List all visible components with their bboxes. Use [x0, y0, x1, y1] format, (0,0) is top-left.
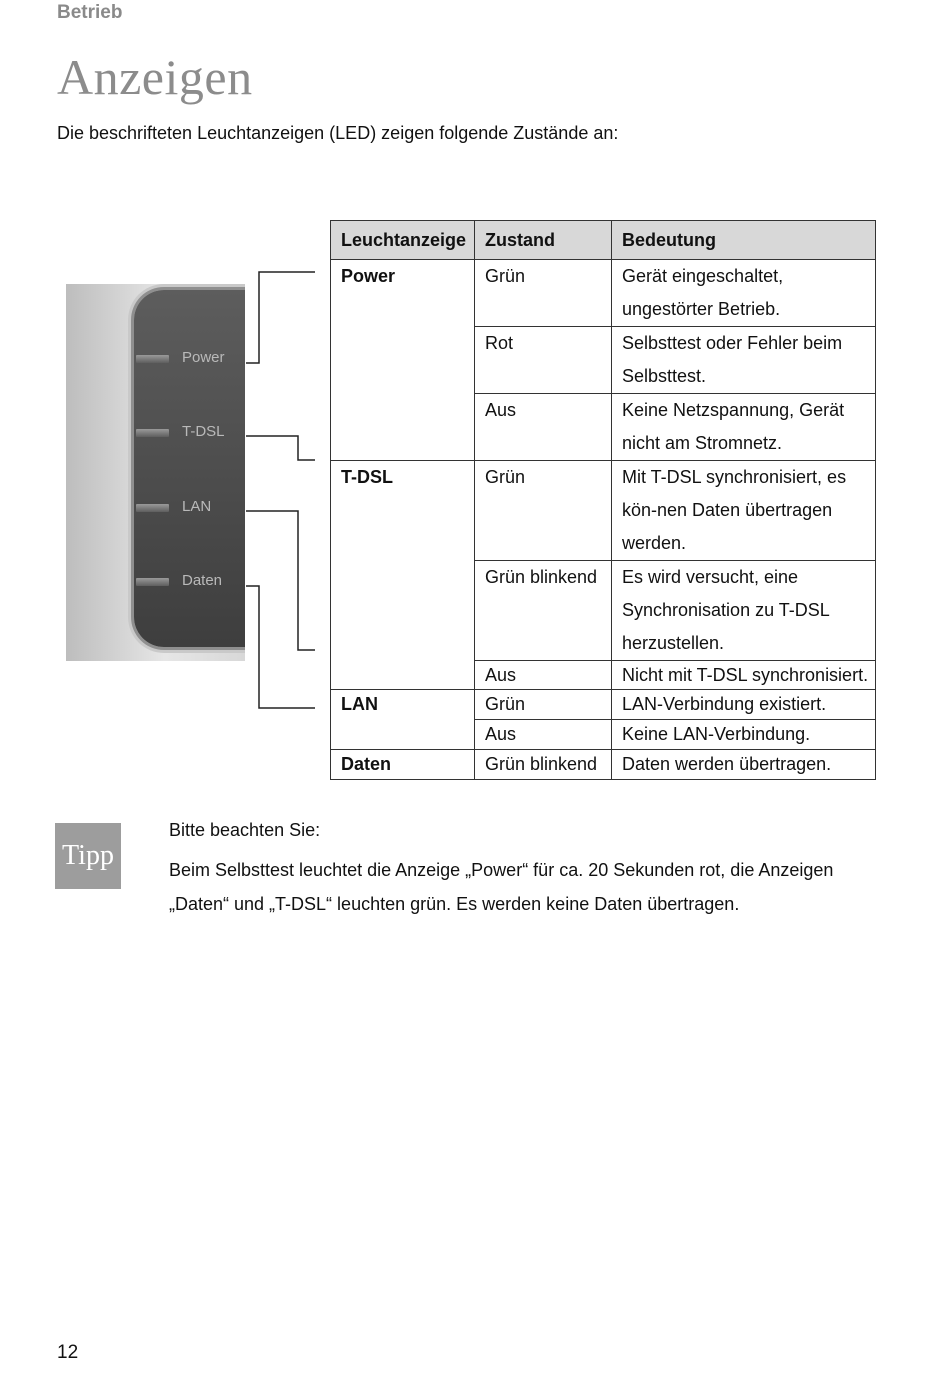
connector-daten — [246, 586, 315, 708]
state-cell: Grün — [475, 461, 612, 561]
table-row — [331, 260, 876, 327]
led-power-label: Power — [182, 349, 225, 366]
led-status-table — [330, 220, 876, 780]
led-daten-light — [136, 578, 169, 586]
connector-power — [246, 272, 315, 363]
state-cell: Rot — [475, 327, 612, 394]
intro-text: Die beschrifteten Leuchtanzeigen (LED) zeigen folgende Zustände an: — [57, 123, 619, 143]
meaning-cell: Nicht mit T-DSL synchronisiert. — [612, 661, 876, 690]
led-lan-light — [136, 504, 169, 512]
meaning-cell: Keine LAN-Verbindung. — [612, 720, 876, 750]
page-number: 12 — [57, 1342, 79, 1363]
tip-body: Beim Selbsttest leuchtet die Anzeige „Power“ für ca. 20 Sekunden rot, die Anzeigen „Daten“ und „T-DSL“ leuchten grün. Es werden keine Daten übertragen. — [169, 860, 834, 914]
led-tdsl-light — [136, 429, 169, 437]
header-meaning: Bedeutung — [612, 221, 876, 260]
connector-lan — [246, 511, 315, 650]
led-lan-label: LAN — [182, 498, 212, 515]
device-front-panel — [134, 290, 245, 647]
header-led: Leuchtanzeige — [331, 221, 475, 260]
meaning-cell: Selbsttest oder Fehler beim Selbsttest. — [612, 327, 876, 394]
state-cell: Aus — [475, 720, 612, 750]
state-cell: Aus — [475, 661, 612, 690]
meaning-cell: Daten werden übertragen. — [612, 750, 876, 780]
led-daten-label: Daten — [182, 572, 223, 589]
state-cell: Grün blinkend — [475, 750, 612, 780]
device-illustration — [66, 284, 245, 661]
led-name-cell: Daten — [331, 750, 475, 780]
tip-heading: Bitte beachten Sie: — [169, 820, 321, 840]
table-row — [331, 750, 876, 780]
state-cell: Aus — [475, 394, 612, 461]
state-cell: Grün — [475, 260, 612, 327]
table-header-row — [331, 221, 876, 260]
led-name-cell: T-DSL — [331, 461, 475, 690]
led-power-light — [136, 355, 169, 363]
meaning-cell: LAN-Verbindung existiert. — [612, 690, 876, 720]
section-header: Betrieb — [57, 2, 123, 23]
meaning-cell: Gerät eingeschaltet, ungestörter Betrieb. — [612, 260, 876, 327]
tip-badge: Tipp — [55, 823, 121, 889]
header-state: Zustand — [475, 221, 612, 260]
page-title: Anzeigen — [57, 49, 253, 105]
meaning-cell: Es wird versucht, eine Synchronisation zu T-DSL herzustellen. — [612, 561, 876, 661]
connector-tdsl — [246, 436, 315, 460]
state-cell: Grün — [475, 690, 612, 720]
meaning-cell: Mit T-DSL synchronisiert, es kön-nen Daten übertragen werden. — [612, 461, 876, 561]
meaning-cell: Keine Netzspannung, Gerät nicht am Stromnetz. — [612, 394, 876, 461]
led-tdsl-label: T-DSL — [182, 423, 225, 440]
state-cell: Grün blinkend — [475, 561, 612, 661]
table-row — [331, 690, 876, 720]
led-name-cell: Power — [331, 260, 475, 461]
table-row — [331, 461, 876, 561]
led-name-cell: LAN — [331, 690, 475, 750]
